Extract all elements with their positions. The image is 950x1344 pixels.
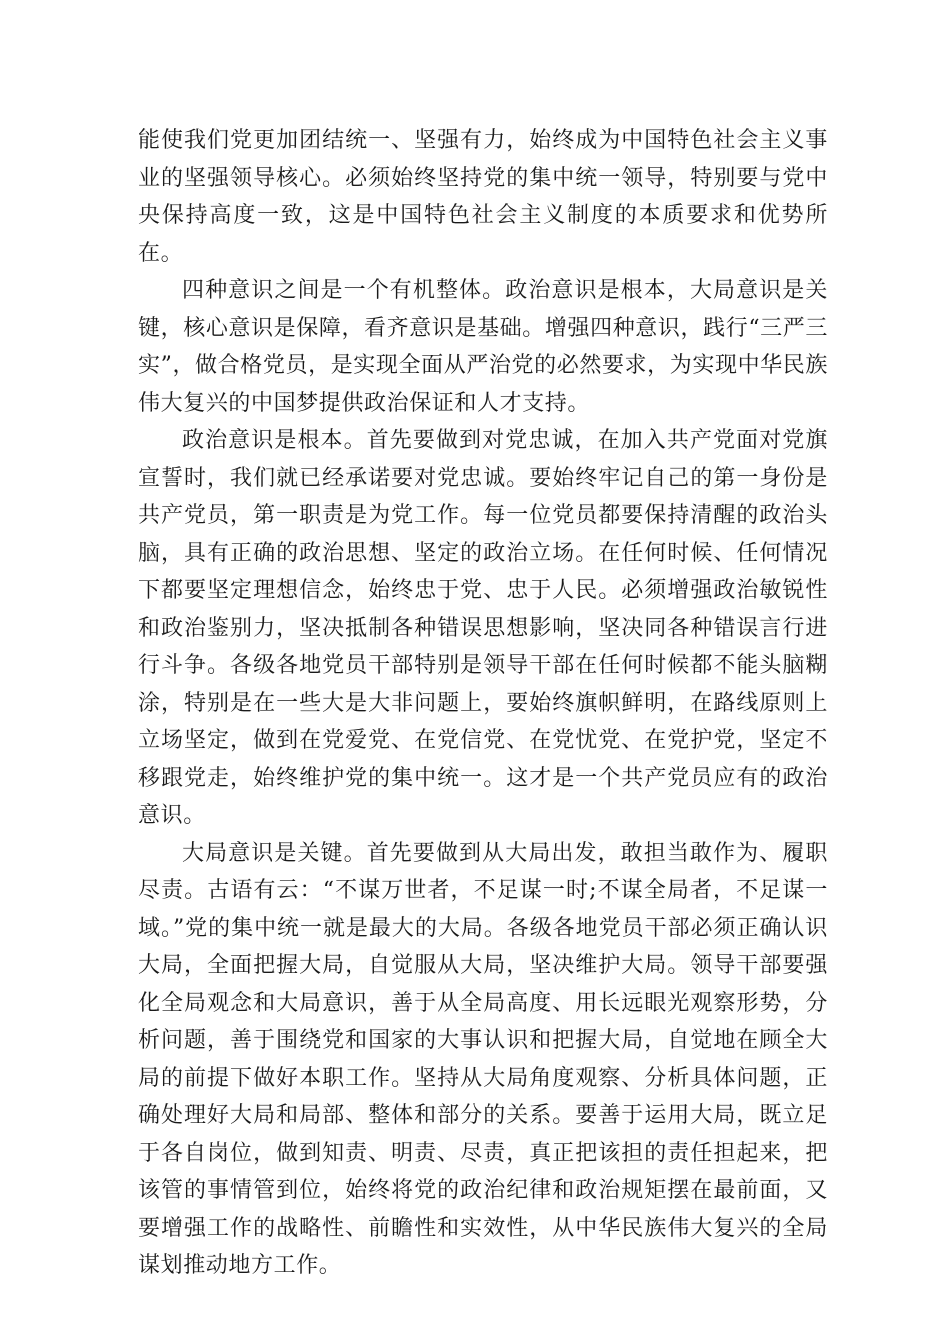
paragraph-1: 能使我们党更加团结统一、坚强有力，始终成为中国特色社会主义事业的坚强领导核心。必须始终坚持党的集中统一领导，特别要与党中央保持高度一致，这是中国特色社会主义制度的本质要求和优势所在。	[138, 128, 828, 266]
paragraph-2: 四种意识之间是一个有机整体。政治意识是根本，大局意识是关键，核心意识是保障，看齐意识是基础。增强四种意识，践行“三严三实”，做合格党员，是实现全面从严治党的必然要求，为实现中华民族伟大复兴的中国梦提供政治保证和人才支持。	[138, 278, 828, 416]
document-body	[138, 122, 828, 1285]
paragraph-3: 政治意识是根本。首先要做到对党忠诚，在加入共产党面对党旗宣誓时，我们就已经承诺要对党忠诚。要始终牢记自己的第一身份是共产党员，第一职责是为党工作。每一位党员都要保持清醒的政治头脑，具有正确的政治思想、坚定的政治立场。在任何时候、任何情况下都要坚定理想信念，始终忠于党、忠于人民。必须增强政治敏锐性和政治鉴别力，坚决抵制各种错误思想影响，坚决同各种错误言行进行斗争。各级各地党员干部特别是领导干部在任何时候都不能头脑糊涂，特别是在一些大是大非问题上，要始终旗帜鲜明，在路线原则上立场坚定，做到在党爱党、在党信党、在党忧党、在党护党，坚定不移跟党走，始终维护党的集中统一。这才是一个共产党员应有的政治意识。	[138, 428, 828, 828]
paragraph-4: 大局意识是关键。首先要做到从大局出发，敢担当敢作为、履职尽责。古语有云：“不谋万世者，不足谋一时;不谋全局者，不足谋一域。”党的集中统一就是最大的大局。各级各地党员干部必须正确认识大局，全面把握大局，自觉服从大局，坚决维护大局。领导干部要强化全局观念和大局意识，善于从全局高度、用长远眼光观察形势，分析问题，善于围绕党和国家的大事认识和把握大局，自觉地在顾全大局的前提下做好本职工作。坚持从大局角度观察、分析具体问题，正确处理好大局和局部、整体和部分的关系。要善于运用大局，既立足于各自岗位，做到知责、明责、尽责，真正把该担的责任担起来，把该管的事情管到位，始终将党的政治纪律和政治规矩摆在最前面，又要增强工作的战略性、前瞻性和实效性，从中华民族伟大复兴的全局谋划推动地方工作。	[138, 840, 828, 1278]
